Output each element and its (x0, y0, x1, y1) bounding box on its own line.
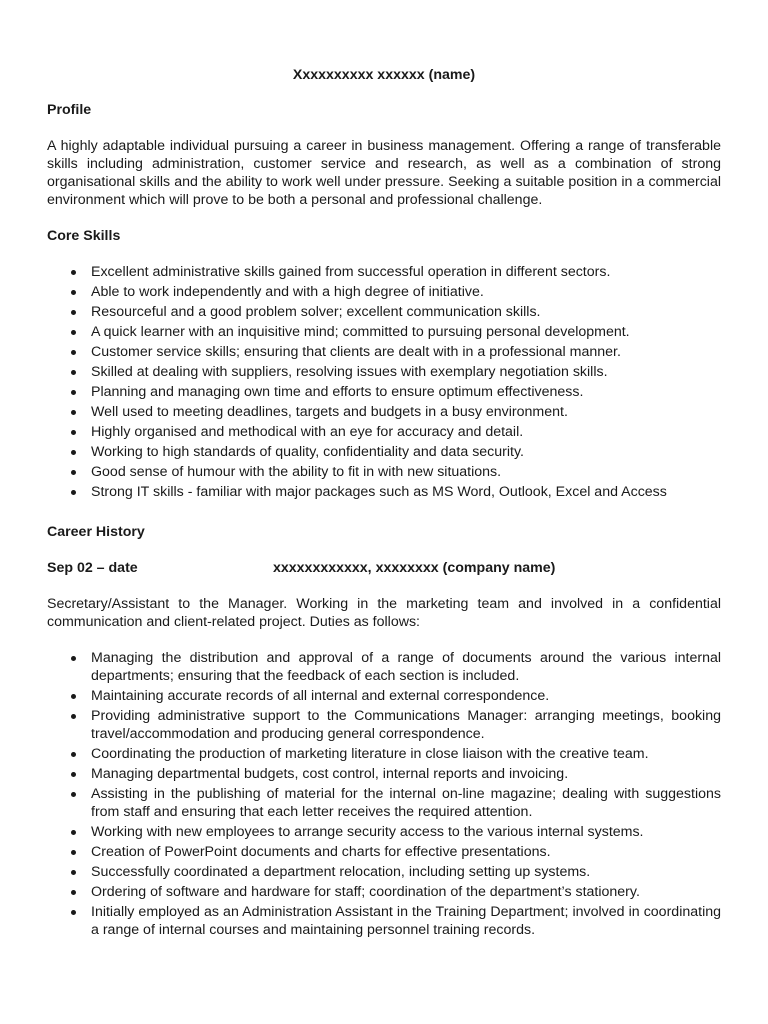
bullet-icon (71, 850, 76, 855)
job-company: xxxxxxxxxxxx, xxxxxxxx (company name) (273, 560, 556, 576)
bullet-icon (71, 330, 76, 335)
bullet-icon (71, 450, 76, 455)
duty-item (47, 903, 721, 939)
core-skill-item (47, 443, 721, 461)
duty-item-text: Successfully coordinated a department relocation, including setting up systems. (91, 864, 591, 880)
duty-item (47, 745, 721, 763)
duty-item (47, 843, 721, 861)
bullet-icon (71, 370, 76, 375)
core-skill-item-text: Customer service skills; ensuring that clients are dealt with in a professional manner. (91, 344, 621, 360)
core-skill-item-text: Well used to meeting deadlines, targets and budgets in a busy environment. (91, 404, 568, 420)
duty-item-text: Managing departmental budgets, cost control, internal reports and invoicing. (91, 766, 569, 782)
core-skill-item-text: Good sense of humour with the ability to fit in with new situations. (91, 464, 502, 480)
core-skill-item (47, 423, 721, 441)
core-skill-item (47, 303, 721, 321)
duty-item-text: Ordering of software and hardware for staff; coordination of the department’s stationery. (91, 884, 640, 900)
core-skill-item (47, 363, 721, 381)
duty-item-text: Initially employed as an Administration Assistant in the Training Department; involved in coordinating a range of internal courses and maintaining personnel training records. (91, 904, 721, 938)
bullet-icon (71, 410, 76, 415)
core-skill-item-text: Highly organised and methodical with an eye for accuracy and detail. (91, 424, 524, 440)
core-skill-item-text: A quick learner with an inquisitive mind; committed to pursuing personal development. (91, 324, 630, 340)
core-skill-item (47, 383, 721, 401)
bullet-icon (71, 310, 76, 315)
core-skill-item (47, 283, 721, 301)
bullet-icon (71, 830, 76, 835)
core-skill-item (47, 323, 721, 341)
core-skill-item-text: Working to high standards of quality, confidentiality and data security. (91, 444, 524, 460)
duty-item (47, 785, 721, 821)
core-skill-item-text: Excellent administrative skills gained from successful operation in different sectors. (91, 264, 611, 280)
duty-item-text: Coordinating the production of marketing literature in close liaison with the creative team. (91, 746, 649, 762)
bullet-icon (71, 910, 76, 915)
duty-item (47, 823, 721, 841)
core-skill-item (47, 463, 721, 481)
core-skill-item-text: Planning and managing own time and efforts to ensure optimum effectiveness. (91, 384, 584, 400)
job-date: Sep 02 – date (47, 560, 138, 576)
core-skill-item-text: Able to work independently and with a high degree of initiative. (91, 284, 484, 300)
bullet-icon (71, 772, 76, 777)
job-description: Secretary/Assistant to the Manager. Working in the marketing team and involved in a confidential communication and client-related project. Duties as follows: (47, 596, 721, 630)
bullet-icon (71, 350, 76, 355)
duty-item-text: Creation of PowerPoint documents and charts for effective presentations. (91, 844, 551, 860)
duty-item-text: Providing administrative support to the Communications Manager: arranging meetings, booking travel/accommodation and producing general correspondence. (91, 708, 721, 742)
duty-item-text: Assisting in the publishing of material for the internal on-line magazine; dealing with suggestions from staff and ensuring that each letter receives the required attention. (91, 786, 721, 820)
duty-item (47, 707, 721, 743)
core-skill-item (47, 403, 721, 421)
core-skills-list (47, 263, 721, 503)
core-skill-item-text: Strong IT skills - familiar with major packages such as MS Word, Outlook, Excel and Access (91, 484, 667, 500)
bullet-icon (71, 890, 76, 895)
duty-item (47, 765, 721, 783)
core-skill-item (47, 263, 721, 281)
core-skills-heading: Core Skills (47, 228, 121, 244)
bullet-icon (71, 290, 76, 295)
core-skill-item (47, 343, 721, 361)
profile-text: A highly adaptable individual pursuing a career in business management. Offering a range of transferable skills including administration, customer service and research, as well as a combination of strong organisational skills and the ability to work well under pressure. Seeking a suitable position in a commercial environment which will prove to be both a personal and professional challenge. (47, 138, 721, 208)
core-skill-item-text: Skilled at dealing with suppliers, resolving issues with exemplary negotiation skills. (91, 364, 608, 380)
duty-item (47, 649, 721, 685)
bullet-icon (71, 792, 76, 797)
bullet-icon (71, 430, 76, 435)
duty-item-text: Working with new employees to arrange security access to the various internal systems. (91, 824, 644, 840)
bullet-icon (71, 656, 76, 661)
duty-item (47, 863, 721, 881)
job-duties-list (47, 649, 721, 941)
career-history-heading: Career History (47, 524, 145, 540)
duty-item (47, 883, 721, 901)
bullet-icon (71, 270, 76, 275)
profile-heading: Profile (47, 102, 92, 118)
core-skill-item (47, 483, 721, 501)
bullet-icon (71, 870, 76, 875)
bullet-icon (71, 752, 76, 757)
bullet-icon (71, 470, 76, 475)
bullet-icon (71, 694, 76, 699)
resume-title: Xxxxxxxxxx xxxxxx (name) (292, 67, 476, 83)
duty-item (47, 687, 721, 705)
bullet-icon (71, 714, 76, 719)
core-skill-item-text: Resourceful and a good problem solver; excellent communication skills. (91, 304, 541, 320)
bullet-icon (71, 390, 76, 395)
duty-item-text: Maintaining accurate records of all internal and external correspondence. (91, 688, 550, 704)
duty-item-text: Managing the distribution and approval of a range of documents around the various internal departments; ensuring that the feedback of each section is included. (91, 650, 721, 684)
bullet-icon (71, 490, 76, 495)
